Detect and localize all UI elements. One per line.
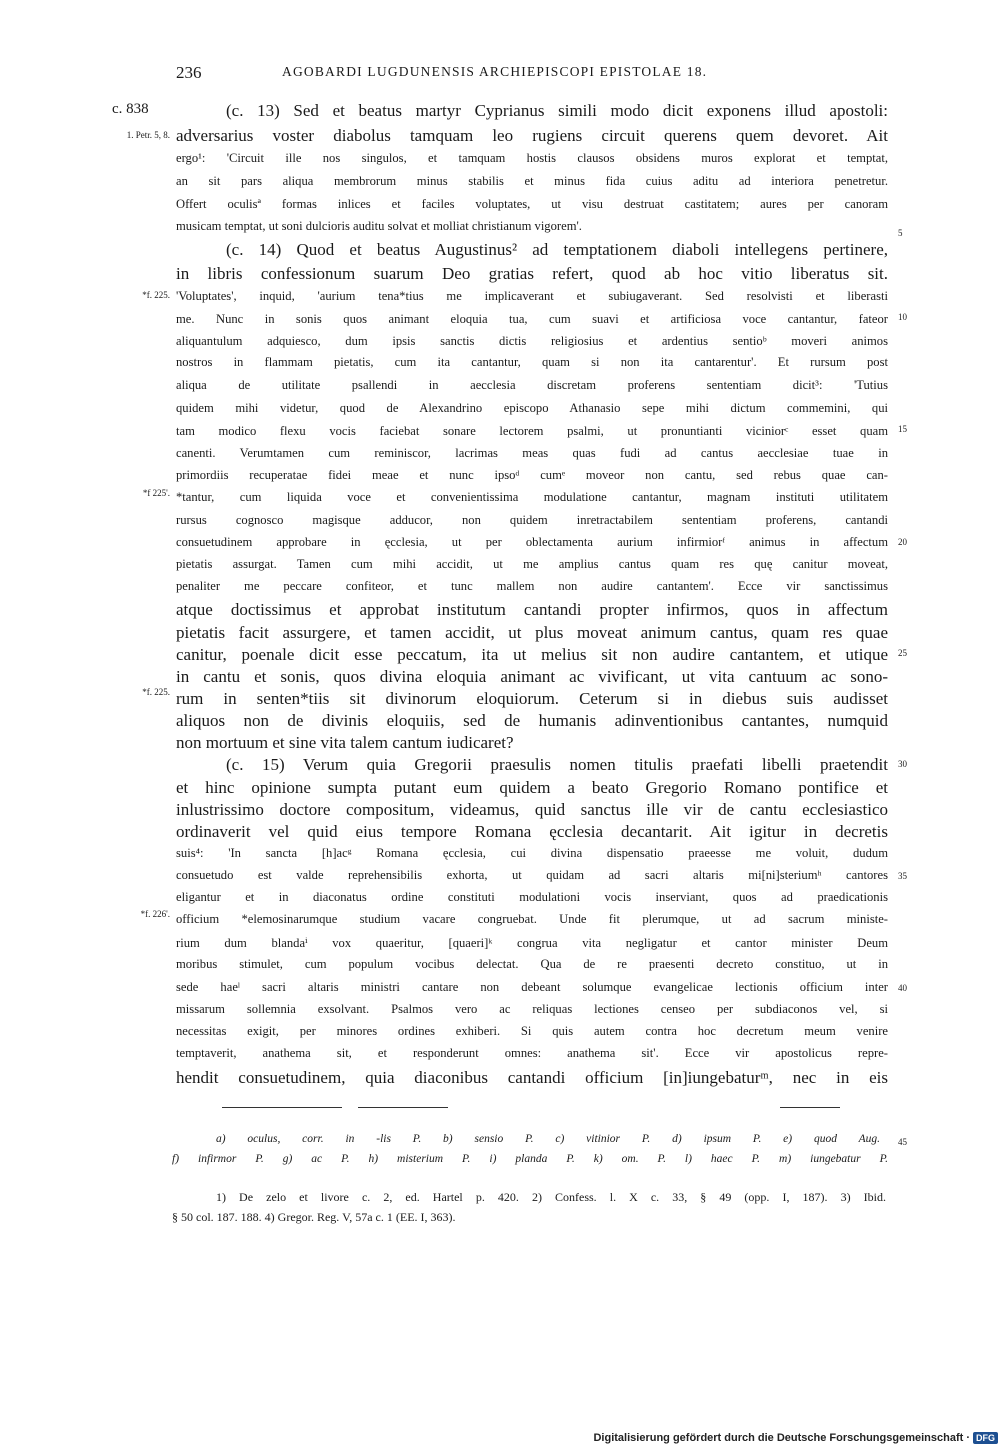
body-line: quidem mihi videtur, quod de Alexandrino episcopo Athanasio sepe mihi dictum commemini, qui xyxy=(176,401,888,415)
line-number: 40 xyxy=(898,983,907,993)
body-line: adversarius voster diabolus tamquam leo rugiens circuit querens quem devoret. Ait xyxy=(176,126,888,145)
line-number: 20 xyxy=(898,537,907,547)
body-line: aliquantulum adquiesco, dum ipsis sanctis dictis religiosius et ardentius sentioᵇ moveri animos xyxy=(176,334,888,348)
body-line: non mortuum et sine vita talem cantum iudicaret? xyxy=(176,733,514,752)
line-number: 15 xyxy=(898,424,907,434)
footnote-separator xyxy=(358,1107,448,1109)
margin-reference: *f. 225. xyxy=(142,290,170,300)
body-line: rum in senten*tiis sit divinorum eloquiorum. Ceterum si in diebus suis audisset xyxy=(176,689,888,708)
body-line: officium *elemosinarumque studium vacare congruebat. Unde fit plerumque, ut ad sacrum ministe- xyxy=(176,912,888,926)
body-line: et hinc opinione sumpta putant eum quidem a beato Gregorio Romano pontifice et xyxy=(176,778,888,797)
line-number: 30 xyxy=(898,759,907,769)
body-line: ordinaverit vel quid eius tempore Romana ęcclesia decantarit. Ait igitur in decretis xyxy=(176,822,888,841)
body-line: consuetudinem approbare in ęcclesia, ut per oblectamenta aurium infirmiorᶠ animus in affectum xyxy=(176,535,888,549)
body-line: suis⁴: 'In sancta [h]acᵍ Romana ęcclesia, cui divina dispensatio praeesse me voluit, dudum xyxy=(176,846,888,860)
body-line: missarum sollemnia exsolvant. Psalmos vero ac reliquas lectiones censeo per subdiaconos vel, si xyxy=(176,1002,888,1016)
body-line: canitur, poenale dicit esse peccatum, ita ut melius sit non audire cantantem, et utique xyxy=(176,645,888,664)
line-number: 5 xyxy=(898,228,903,238)
running-title: AGOBARDI LUGDUNENSIS ARCHIEPISCOPI EPISTOLAE 18. xyxy=(282,64,708,79)
line-number: 35 xyxy=(898,871,907,881)
body-line: aliqua de utilitate psallendi in aecclesia discretam proferens sententiam dicit³: 'Tutius xyxy=(176,378,888,392)
body-line: canenti. Verumtamen cum reminiscor, lacrimas meas quas fudi ad cantus aecclesiae tuae in xyxy=(176,446,888,460)
line-number: 45 xyxy=(898,1137,907,1147)
body-line: aliquos non de divinis eloquiis, sed de humanis adinventionibus cantantes, numquid xyxy=(176,711,888,730)
reference-line: 1) De zelo et livore c. 2, ed. Hartel p. 420. 2) Confess. l. X c. 33, § 49 (opp. I, 187). 3) Ibid. xyxy=(216,1190,886,1204)
body-line: temptaverit, anathema sit, et responderunt omnes: anathema sit'. Ecce vir apostolicus repre- xyxy=(176,1046,888,1060)
body-line: eligantur et in diaconatus ordine constituti modulationi vocis inserviant, quos ad praedicationis xyxy=(176,890,888,904)
digitization-credit xyxy=(593,1431,998,1445)
margin-reference: 1. Petr. 5, 8. xyxy=(126,130,170,140)
line-number: 10 xyxy=(898,312,907,322)
body-line: me. Nunc in sonis quos animant eloquia tua, cum suavi et artificiosa voce cantantur, fateor xyxy=(176,312,888,326)
margin-reference: *f. 225. xyxy=(142,687,170,697)
credit-text: Digitalisierung gefördert durch die Deutsche Forschungsgemeinschaft · xyxy=(593,1432,970,1444)
body-line: tam modico flexu vocis faciebat sonare lectorem psalmi, ut pronuntianti viciniorᶜ esset quam xyxy=(176,424,888,438)
margin-reference: *f. 226'. xyxy=(140,909,170,919)
body-line: an sit pars aliqua membrorum minus stabilis et minus fida cuius aditu ad interiora penetretur. xyxy=(176,174,888,188)
footnote-separator xyxy=(780,1107,840,1109)
margin-reference: *f 225'. xyxy=(142,488,170,498)
body-line: musicam temptat, ut soni dulcioris auditu solvat et molliat christianum vigorem'. xyxy=(176,219,582,233)
body-line: (c. 14) Quod et beatus Augustinus² ad temptationem diaboli intellegens pertinere, xyxy=(226,240,888,259)
body-line: atque doctissimus et approbat institutum cantandi propter infirmos, quos in affectum xyxy=(176,600,888,619)
body-line: (c. 15) Verum quia Gregorii praesulis nomen titulis praefati libelli praetendit xyxy=(226,755,888,774)
dfg-logo: DFG xyxy=(973,1432,998,1444)
footnote-separator xyxy=(222,1107,342,1109)
body-line: consuetudo est valde reprehensibilis exhorta, ut quidam ad sacri altaris mi[ni]steriumʰ cantores xyxy=(176,868,888,882)
body-line: moribus stimulet, cum populum vocibus delectat. Qua de re praesenti decreto constituo, ut in xyxy=(176,957,888,971)
body-line: Offert oculisª formas inlices et faciles voluptates, ut visu destruat castitatem; aures per canoram xyxy=(176,197,888,211)
body-line: rium dum blandaⁱ vox quaeritur, [quaeri]ᵏ congrua vita negligatur et cantor minister Deum xyxy=(176,936,888,950)
apparatus-line: a) oculus, corr. in -lis P. b) sensio P. c) vitinior P. d) ipsum P. e) quod Aug. xyxy=(216,1133,880,1145)
body-line: pietatis assurgat. Tamen cum mihi accidit, ut me amplius cantus quam res quę canitur moveat, xyxy=(176,557,888,571)
page-number: 236 xyxy=(176,63,202,82)
body-line: sede haeˡ sacri altaris ministri cantare non debeant solumque evangelicae lectionis officium inter xyxy=(176,980,888,994)
body-line: pietatis facit assurgere, et tamen accidit, ut plus moveat animum cantus, quam res quae xyxy=(176,623,888,642)
body-line: nostros in flammam pietatis, cum ita cantantur, quam si non ita cantarentur'. Et rursum post xyxy=(176,355,888,369)
body-line: rursus cognosco magisque adducor, non quidem inretractabilem sententiam proferens, cantandi xyxy=(176,513,888,527)
margin-year: c. 838 xyxy=(112,101,149,117)
body-line: in libris confessionum suarum Deo gratias refert, quod ab hoc vitio liberatus sit. xyxy=(176,264,888,283)
apparatus-line: f) infirmor P. g) ac P. h) misterium P. i) planda P. k) om. P. l) haec P. m) iungebatur P. xyxy=(172,1153,888,1165)
line-number: 25 xyxy=(898,648,907,658)
body-line: *tantur, cum liquida voce et convenientissima modulatione cantantur, magnam instituti utilitatem xyxy=(176,490,888,504)
body-line: hendit consuetudinem, quia diaconibus cantandi officium [in]iungebaturᵐ, nec in eis xyxy=(176,1068,888,1087)
body-line: in cantu et sonis, quos divina eloquia animant ac vivificant, ut vita cantuum ac sono- xyxy=(176,667,888,686)
body-line: penaliter me peccare confiteor, et tunc mallem non audire cantantem'. Ecce vir sanctissimus xyxy=(176,579,888,593)
running-header xyxy=(0,63,1000,87)
body-line: necessitas exigit, per minores ordines exhiberi. Si quis autem contra hoc decretum meum venire xyxy=(176,1024,888,1038)
body-line: 'Voluptates', inquid, 'aurium tena*tius me implicaverant et subiugaverant. Sed resolvisti et liberasti xyxy=(176,289,888,303)
body-line: inlustrissimo doctore compositum, videamus, quid sanctus ille vir de cantu ecclesiastico xyxy=(176,800,888,819)
body-line: ergo¹: 'Circuit ille nos singulos, et tamquam hostis clausos obsidens muros explorat et temptat, xyxy=(176,151,888,165)
reference-line: § 50 col. 187. 188. 4) Gregor. Reg. V, 57a c. 1 (EE. I, 363). xyxy=(172,1210,456,1224)
body-line: (c. 13) Sed et beatus martyr Cyprianus simili modo dicit exponens illud apostoli: xyxy=(226,101,888,120)
body-line: primordiis recuperatae fidei meae et nunc ipsoᵈ cumᵉ moveor non cantu, sed rebus quae can- xyxy=(176,468,888,482)
